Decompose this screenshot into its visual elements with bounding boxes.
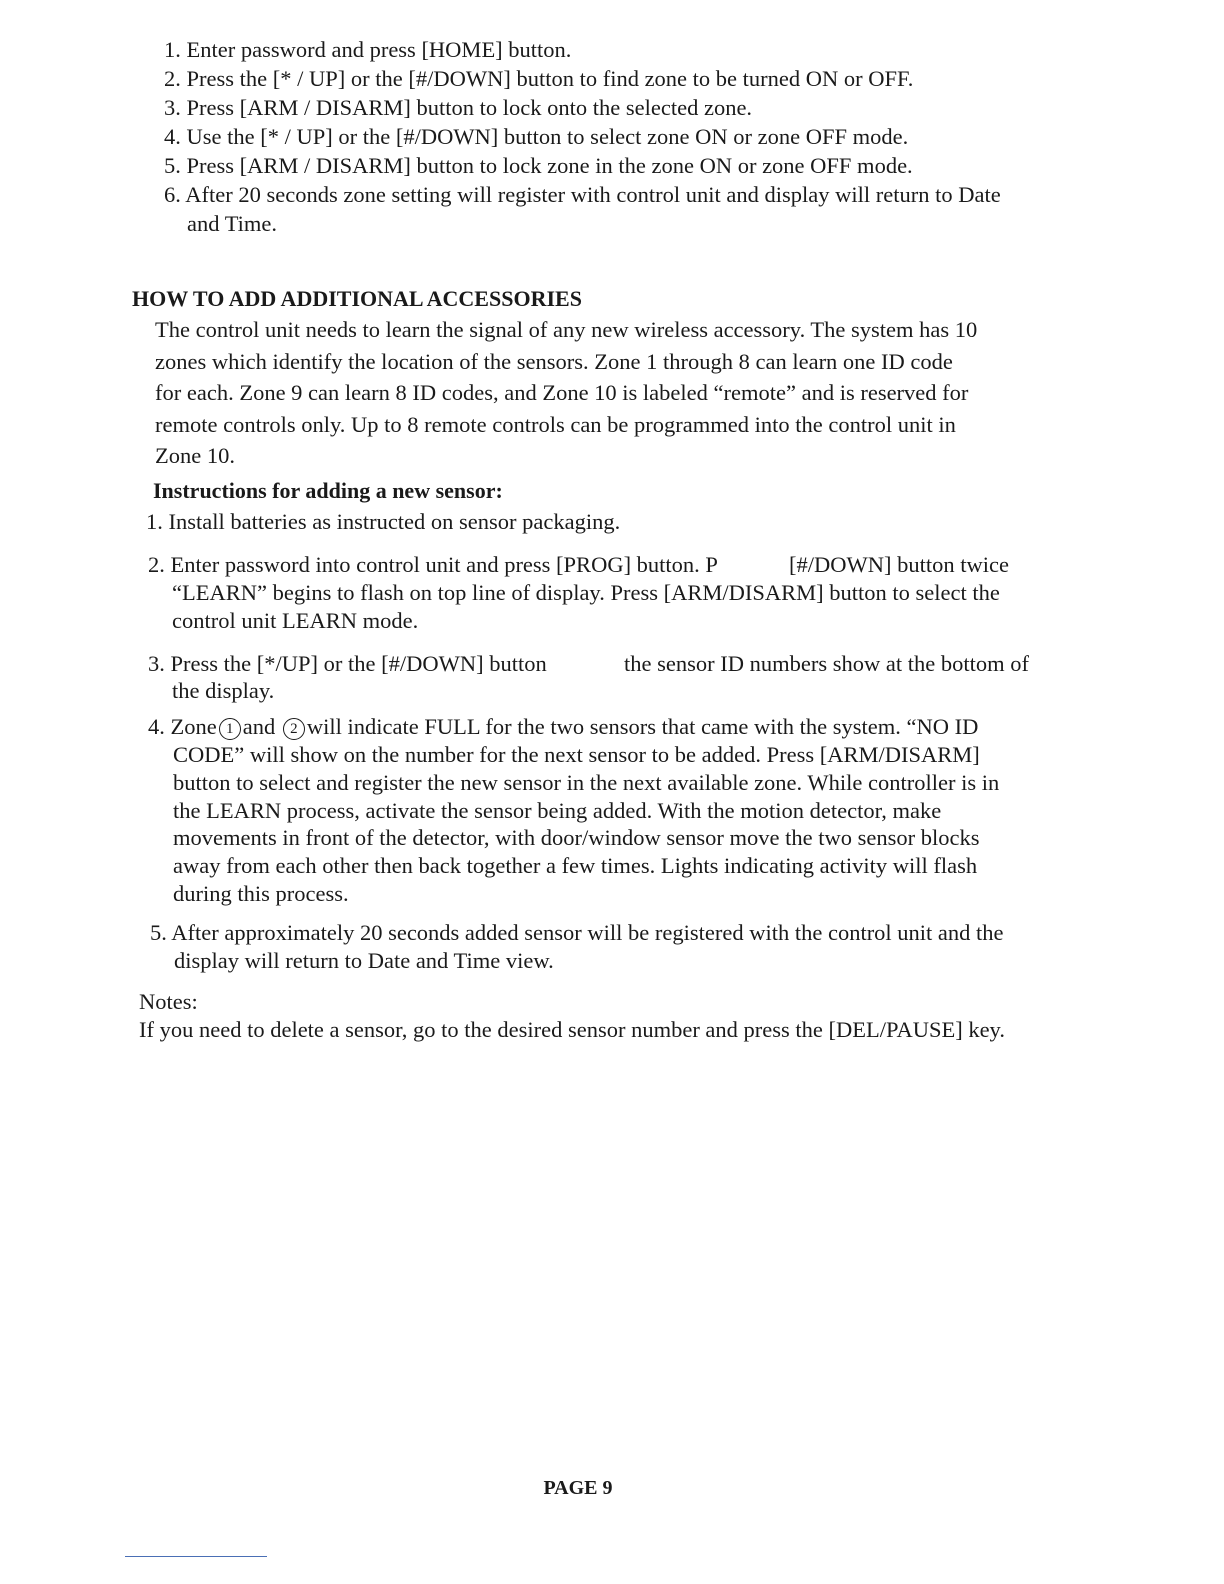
notes-text: If you need to delete a sensor, go to the desired sensor number and press the [DEL/PAUSE] key. xyxy=(139,1017,1005,1042)
step-text: Enter password and press [HOME] button. xyxy=(186,37,572,62)
step-text: Press [ARM / DISARM] button to lock zone in the zone ON or zone OFF mode. xyxy=(186,153,913,178)
sensor-step-4-line: CODE” will show on the number for the next sensor to be added. Press [ARM/DISARM] xyxy=(173,742,980,767)
intro-line: Zone 10. xyxy=(155,443,235,468)
step-number: 5. xyxy=(150,920,167,945)
step-text: Enter password into control unit and press [PROG] button. P xyxy=(170,552,718,577)
step-number: 5. xyxy=(164,153,181,178)
step-text: Use the [* / UP] or the [#/DOWN] button to select zone ON or zone OFF mode. xyxy=(186,124,909,149)
footer-divider xyxy=(125,1556,267,1557)
sensor-step-2-text-right: [#/DOWN] button twice xyxy=(789,552,1009,577)
step-number: 1. xyxy=(146,509,163,534)
zone-step-1 xyxy=(164,36,571,64)
intro-line: zones which identify the location of the sensors. Zone 1 through 8 can learn one ID code xyxy=(155,349,953,374)
page-number: PAGE 9 xyxy=(543,1477,613,1499)
step-number: 3. xyxy=(164,95,181,120)
sensor-step-3-text-right: the sensor ID numbers show at the bottom of xyxy=(624,651,1029,676)
step-number: 6. xyxy=(164,182,181,207)
zone-step-6 xyxy=(164,181,1001,209)
zone-step-3 xyxy=(164,94,752,122)
notes-label: Notes: xyxy=(139,989,198,1014)
step-text: Press the [* / UP] or the [#/DOWN] button to find zone to be turned ON or OFF. xyxy=(186,66,914,91)
instructions-subheading: Instructions for adding a new sensor: xyxy=(153,478,503,503)
zone-step-4 xyxy=(164,123,908,151)
zone-step-6-continued: and Time. xyxy=(187,211,278,236)
step-number: 3. xyxy=(148,651,165,676)
sensor-step-4-line: the LEARN process, activate the sensor being added. With the motion detector, make xyxy=(173,798,942,823)
step-text-zone: Zone xyxy=(170,714,217,739)
circled-number-1-icon: 1 xyxy=(219,718,241,740)
sensor-step-1 xyxy=(146,508,620,536)
sensor-step-2-line: control unit LEARN mode. xyxy=(172,608,419,633)
intro-line: The control unit needs to learn the signal of any new wireless accessory. The system has 10 xyxy=(155,317,978,342)
sensor-step-4-line: away from each other then back together a few times. Lights indicating activity will flash xyxy=(173,853,978,878)
step-text: After approximately 20 seconds added sensor will be registered with the control unit and the xyxy=(171,920,1004,945)
sensor-step-5 xyxy=(150,919,1004,947)
step-number: 4. xyxy=(164,124,181,149)
step-text: will indicate FULL for the two sensors that came with the system. “NO ID xyxy=(306,714,979,739)
sensor-step-4-line: movements in front of the detector, with door/window sensor move the two sensor blocks xyxy=(173,825,980,850)
step-text: Press the [*/UP] or the [#/DOWN] button xyxy=(170,651,547,676)
circled-number-2-icon: 2 xyxy=(283,718,305,740)
step-text-and: and xyxy=(242,714,276,739)
intro-line: for each. Zone 9 can learn 8 ID codes, and Zone 10 is labeled “remote” and is reserved for xyxy=(155,380,969,405)
sensor-step-5-line: display will return to Date and Time view. xyxy=(174,948,554,973)
step-number: 2. xyxy=(148,552,165,577)
sensor-step-4-line: during this process. xyxy=(173,881,349,906)
zone-step-2 xyxy=(164,65,913,93)
step-text: After 20 seconds zone setting will register with control unit and display will return to Date xyxy=(185,182,1001,207)
sensor-step-4 xyxy=(148,713,978,741)
step-number: 2. xyxy=(164,66,181,91)
zone-step-5 xyxy=(164,152,913,180)
step-number: 1. xyxy=(164,37,181,62)
sensor-step-3-line: the display. xyxy=(172,678,275,703)
sensor-step-3 xyxy=(148,650,547,678)
sensor-step-4-line: button to select and register the new sensor in the next available zone. While controller is in xyxy=(173,770,1000,795)
intro-line: remote controls only. Up to 8 remote controls can be programmed into the control unit in xyxy=(155,412,956,437)
step-text: Install batteries as instructed on sensor packaging. xyxy=(168,509,621,534)
step-text: Press [ARM / DISARM] button to lock onto the selected zone. xyxy=(186,95,753,120)
sensor-step-2 xyxy=(148,551,718,579)
section-heading: HOW TO ADD ADDITIONAL ACCESSORIES xyxy=(132,286,582,311)
step-number: 4. xyxy=(148,714,165,739)
sensor-step-2-line: “LEARN” begins to flash on top line of display. Press [ARM/DISARM] button to select the xyxy=(172,580,1000,605)
